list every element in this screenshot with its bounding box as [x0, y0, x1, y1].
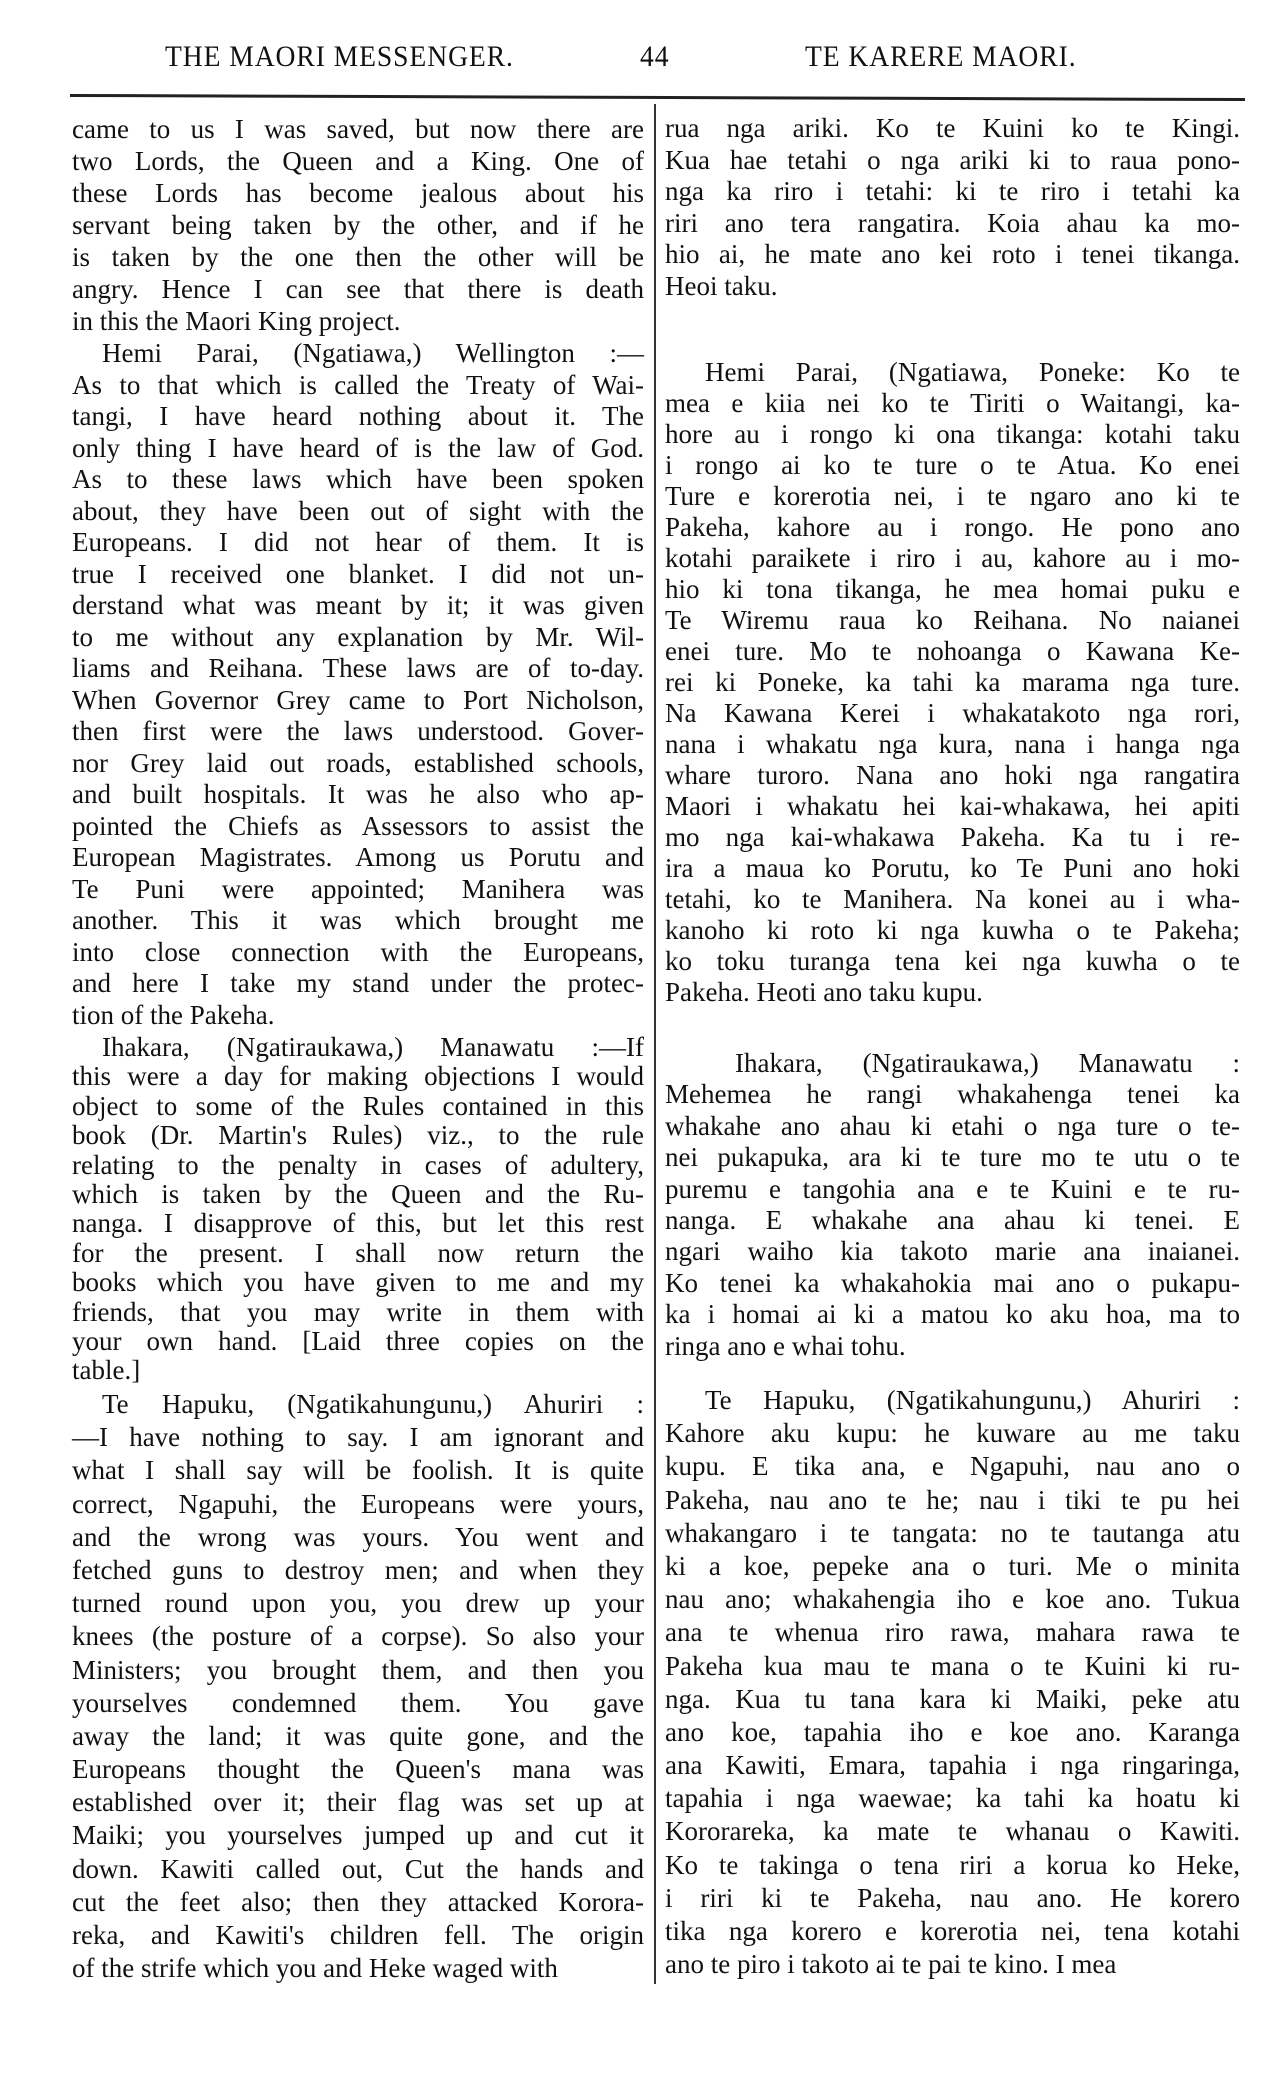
text-line: European Magistrates. Among us Porutu and	[72, 842, 644, 872]
text-line: Hemi Parai, (Ngatiawa, Poneke: Ko te	[705, 357, 1240, 387]
text-line: Pakeha, kahore au i rongo. He pono ano	[665, 512, 1240, 542]
text-line: turned round upon you, you drew up your	[72, 1588, 644, 1619]
text-line: Mehemea he rangi whakahenga tenei ka	[665, 1079, 1240, 1110]
text-line: —I have nothing to say. I am ignorant and	[72, 1422, 644, 1453]
text-line: tion of the Pakeha.	[72, 999, 275, 1030]
text-line: tapahia i nga waewae; ka tahi ka hoatu ki	[665, 1783, 1240, 1814]
text-line: derstand what was meant by it; it was given	[72, 590, 644, 620]
text-line: i riri ki te Pakeha, nau ano. He korero	[665, 1882, 1240, 1913]
text-line: nor Grey laid out roads, established schools,	[72, 747, 644, 778]
text-line: and built hospitals. It was he also who ap-	[72, 779, 644, 809]
text-line: mea e kiia nei ko te Tiriti o Waitangi, ka-	[665, 388, 1240, 418]
text-line: is taken by the one then the other will be	[72, 242, 644, 272]
text-line: ira a maua ko Porutu, ko Te Puni ano hoki	[665, 853, 1240, 883]
text-line: in this the Maori King project.	[72, 306, 401, 336]
text-line: fetched guns to destroy men; and when they	[72, 1554, 644, 1585]
maori-paragraph-ihakara	[665, 1048, 1240, 1362]
text-line: pointed the Chiefs as Assessors to assist the	[72, 810, 644, 841]
text-line: Na Kawana Kerei i whakatakoto nga rori,	[665, 698, 1240, 728]
text-line: As to these laws which have been spoken	[72, 464, 644, 494]
text-line: books which you have given to me and my	[72, 1267, 644, 1298]
text-line: whakahe ano ahau ki etahi o nga ture o te-	[665, 1110, 1240, 1141]
text-line: nanga. I disapprove of this, but let this rest	[72, 1208, 644, 1239]
text-line: to me without any explanation by Mr. Wil-	[72, 621, 644, 652]
text-line: hio ki tona tikanga, he mea homai puku e	[665, 574, 1240, 604]
text-line: relating to the penalty in cases of adultery,	[72, 1149, 644, 1180]
text-line: what I shall say will be foolish. It is quite	[72, 1455, 644, 1486]
text-line: ko toku turanga tena kei nga kuwha o te	[665, 946, 1240, 976]
text-line: angry. Hence I can see that there is death	[72, 274, 644, 304]
text-line: Kahore aku kupu: he kuware au me taku	[665, 1418, 1240, 1449]
column-divider	[654, 104, 656, 1984]
text-line: servant being taken by the other, and if he	[72, 210, 644, 240]
text-line: puremu e tangohia ana e te Kuini e te ru-	[665, 1173, 1240, 1204]
text-line: established over it; their flag was set up at	[72, 1787, 644, 1818]
text-line: which is taken by the Queen and the Ru-	[72, 1178, 644, 1209]
header-rule	[70, 94, 1245, 101]
text-line: came to us I was saved, but now there are	[72, 114, 644, 144]
text-line: Ministers; you brought them, and then you	[72, 1654, 644, 1685]
text-line: into close connection with the Europeans,	[72, 936, 644, 967]
text-line: liams and Reihana. These laws are of to-day.	[72, 653, 644, 683]
page-number: 44	[640, 40, 670, 73]
text-line: ana Kawiti, Emara, tapahia i nga ringaringa,	[665, 1750, 1240, 1781]
text-line: nau ano; whakahengia iho e koe ano. Tukua	[665, 1584, 1240, 1615]
text-line: Ko tenei ka whakahokia mai ano o pukapu-	[665, 1267, 1240, 1298]
maori-paragraph-1	[665, 113, 1240, 303]
text-line: Pakeha. Heoti ano taku kupu.	[665, 977, 983, 1007]
text-line: Europeans thought the Queen's mana was	[72, 1754, 644, 1785]
text-line: ringa ano e whai tohu.	[665, 1330, 906, 1361]
text-line: down. Kawiti called out, Cut the hands and	[72, 1853, 644, 1884]
text-line: nei pukapuka, ara ki te ture mo te utu o te	[665, 1142, 1240, 1173]
text-line: book (Dr. Martin's Rules) viz., to the rule	[72, 1120, 644, 1151]
text-line: nga ka riro i tetahi: ki te riro i tetahi ka	[665, 176, 1240, 207]
text-line: table.]	[72, 1355, 141, 1386]
text-line: of the strife which you and Heke waged with	[72, 1953, 558, 1984]
text-line: Te Wiremu raua ko Reihana. No naianei	[665, 605, 1240, 635]
text-line: kanoho ki roto ki nga kuwha o te Pakeha;	[665, 915, 1240, 945]
text-line: for the present. I shall now return the	[72, 1237, 644, 1268]
text-line: Pakeha kua mau te mana o te Kuini ki ru-	[665, 1650, 1240, 1681]
text-line: whare turoro. Nana ano hoki nga rangatira	[665, 760, 1240, 790]
text-line: mo nga kai-whakawa Pakeha. Ka tu i re-	[665, 822, 1240, 852]
text-line: Ko te takinga o tena riri a korua ko Heke,	[665, 1849, 1240, 1880]
text-line: whakangaro i te tangata: no te tautanga atu	[665, 1517, 1240, 1548]
english-paragraph-1	[72, 113, 644, 337]
text-line: nana i whakatu nga kura, nana i hanga nga	[665, 729, 1240, 759]
text-line: Kua hae tetahi o nga ariki ki to raua pono-	[665, 144, 1240, 175]
text-line: object to some of the Rules contained in this	[72, 1090, 644, 1121]
text-line: Te Puni were appointed; Manihera was	[72, 873, 644, 904]
text-line: yourselves condemned them. You gave	[72, 1687, 644, 1718]
text-line: only thing I have heard of is the law of God.	[72, 432, 644, 463]
text-line: away the land; it was quite gone, and the	[72, 1720, 644, 1751]
text-line: hio ai, he mate ano kei roto i tenei tikanga.	[665, 239, 1240, 270]
text-line: another. This it was which brought me	[72, 905, 644, 935]
text-line: nga. Kua tu tana kara ki Maiki, peke atu	[665, 1683, 1240, 1714]
text-line: ano koe, tapahia iho e koe ano. Karanga	[665, 1716, 1240, 1747]
text-line: and the wrong was yours. You went and	[72, 1521, 644, 1552]
text-line: true I received one blanket. I did not un-	[72, 558, 644, 589]
text-line: then first were the laws understood. Gover-	[72, 716, 644, 746]
text-line: i rongo ai ko te ture o te Atua. Ko enei	[665, 450, 1240, 480]
text-line: Ture e korerotia nei, i te ngaro ano ki te	[665, 481, 1240, 511]
text-line: riri ano tera rangatira. Koia ahau ka mo-	[665, 207, 1240, 238]
text-line: hore au i rongo ki ona tikanga: kotahi taku	[665, 419, 1240, 449]
text-line: tetahi, ko te Manihera. Na konei au i wha-	[665, 884, 1240, 914]
english-paragraph-ihakara	[72, 1033, 644, 1386]
text-line: rua nga ariki. Ko te Kuini ko te Kingi.	[665, 113, 1240, 143]
text-line: nanga. E whakahe ana ahau ki tenei. E	[665, 1204, 1240, 1235]
maori-paragraph-hemi-parai	[665, 357, 1240, 1008]
text-line: ki a koe, pepeke ana o turi. Me o minita	[665, 1550, 1240, 1581]
masthead-maori-title: TE KARERE MAORI.	[805, 40, 1077, 73]
text-line: Te Hapuku, (Ngatikahungunu,) Ahuriri :	[102, 1389, 644, 1419]
text-line: tangi, I have heard nothing about it. The	[72, 401, 644, 431]
text-line: Europeans. I did not hear of them. It is	[72, 527, 644, 557]
text-line: and here I take my stand under the protec-	[72, 968, 644, 998]
text-line: ngari waiho kia takoto marie ana inaianei.	[665, 1236, 1240, 1267]
text-line: Heoi taku.	[665, 270, 778, 301]
text-line: ano te piro i takoto ai te pai te kino. I mea	[665, 1949, 1117, 1980]
text-line: your own hand. [Laid three copies on the	[72, 1325, 644, 1356]
text-line: Ihakara, (Ngatiraukawa,) Manawatu :—If	[102, 1032, 644, 1062]
english-paragraph-te-hapuku	[72, 1388, 644, 1985]
text-line: knees (the posture of a corpse). So also your	[72, 1621, 644, 1652]
text-line: two Lords, the Queen and a King. One of	[72, 146, 644, 176]
text-line: Hemi Parai, (Ngatiawa,) Wellington :—	[102, 338, 644, 368]
text-line: Kororareka, ka mate te whanau o Kawiti.	[665, 1816, 1240, 1847]
text-line: Maori i whakatu hei kai-whakawa, hei apiti	[665, 791, 1240, 821]
text-line: friends, that you may write in them with	[72, 1296, 644, 1327]
text-line: this were a day for making objections I would	[72, 1061, 644, 1092]
text-line: ka i homai ai ki a matou ko aku hoa, ma to	[665, 1299, 1240, 1330]
text-line: When Governor Grey came to Port Nicholson,	[72, 684, 644, 715]
text-line: these Lords has become jealous about his	[72, 178, 644, 208]
text-line: tika nga korero e korerotia nei, tena kotahi	[665, 1916, 1240, 1946]
text-line: cut the feet also; then they attacked Korora-	[72, 1886, 644, 1917]
text-line: Pakeha, nau ano te he; nau i tiki te pu hei	[665, 1484, 1240, 1515]
masthead-english-title: THE MAORI MESSENGER.	[165, 40, 514, 73]
text-line: rei ki Poneke, ka tahi ka marama nga ture.	[665, 667, 1240, 697]
text-line: enei ture. Mo te nohoanga o Kawana Ke-	[665, 636, 1240, 666]
text-line: reka, and Kawiti's children fell. The origin	[72, 1920, 644, 1950]
text-line: ana te whenua riro rawa, mahara rawa te	[665, 1617, 1240, 1648]
text-line: Ihakara, (Ngatiraukawa,) Manawatu :	[735, 1048, 1240, 1078]
text-line: about, they have been out of sight with the	[72, 495, 644, 526]
text-line: Maiki; you yourselves jumped up and cut it	[72, 1820, 644, 1851]
english-paragraph-hemi-parai	[72, 338, 644, 1031]
text-line: correct, Ngapuhi, the Europeans were yours,	[72, 1488, 644, 1519]
maori-paragraph-te-hapuku	[665, 1384, 1240, 1981]
text-line: As to that which is called the Treaty of Wai-	[72, 369, 644, 400]
text-line: kupu. E tika ana, e Ngapuhi, nau ano o	[665, 1451, 1240, 1482]
text-line: kotahi paraikete i riro i au, kahore au i mo-	[665, 543, 1240, 573]
text-line: Te Hapuku, (Ngatikahungunu,) Ahuriri :	[705, 1385, 1240, 1415]
